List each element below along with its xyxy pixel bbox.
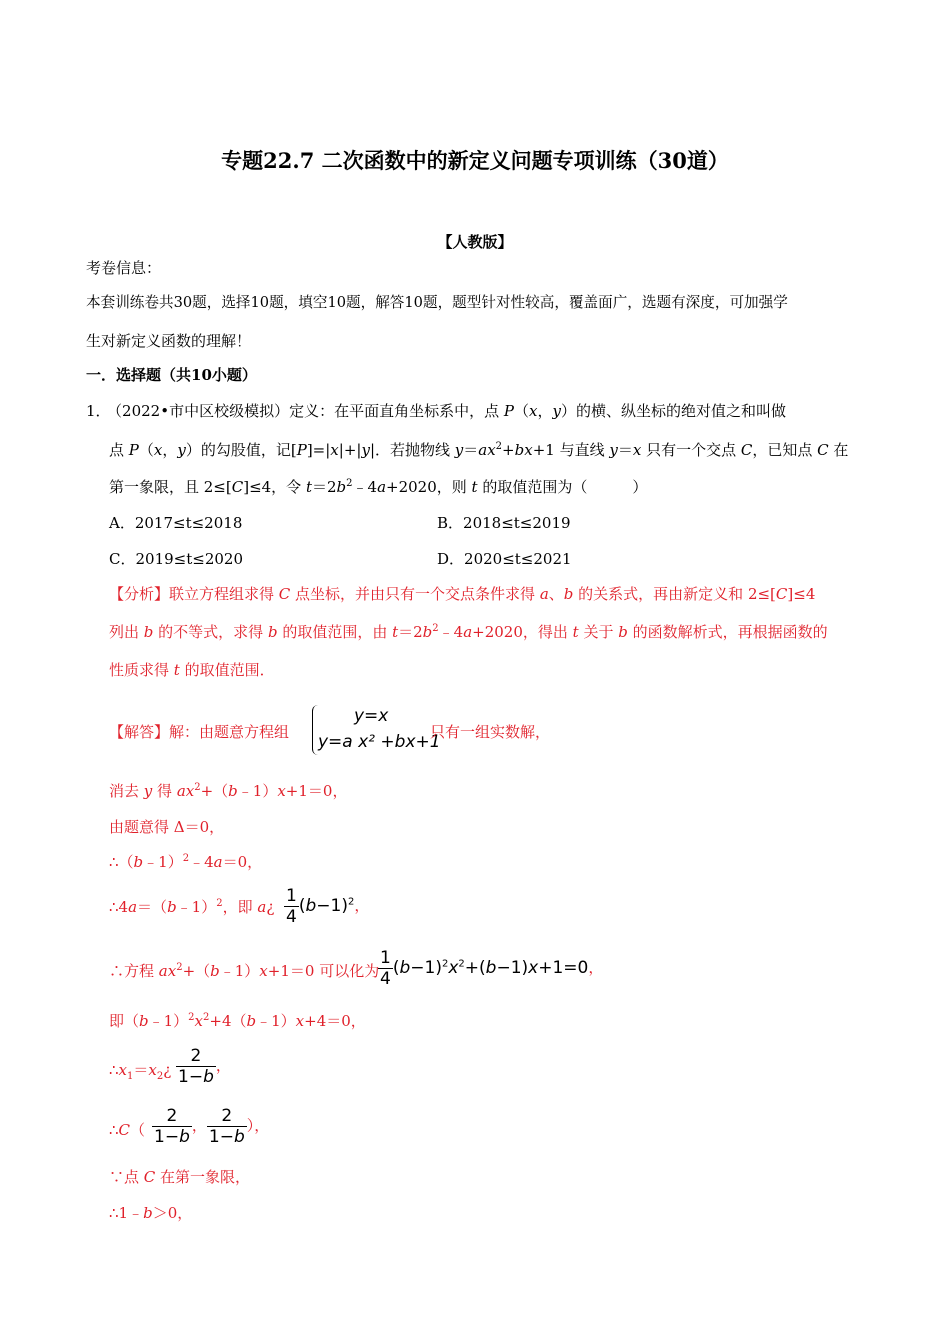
step-5: ∴方程 $ax^2+(b﹣1)x+1=0$ 可以化为 bbox=[109, 962, 380, 980]
exam-info-desc-1: 本套训练卷共30题，选择10题，填空10题，解答10题，题型针对性较高，覆盖面广，选题有深度，可加强学 bbox=[86, 294, 788, 311]
question-number: 1． bbox=[86, 402, 111, 420]
option-d-label: D． bbox=[437, 550, 465, 568]
solution-tag: 【解答】 bbox=[109, 723, 170, 741]
step-7-math: $\frac{2}{1-b}$ ， bbox=[178, 1046, 231, 1087]
step-8-math: $\frac{2}{1-b}$ ， $\frac{2}{1-b}$ ）， bbox=[154, 1106, 270, 1147]
option-b-text: 2018≤t≤2019 bbox=[463, 514, 571, 532]
analysis-line-1: 【分析】联立方程组求得 C 点坐标，并由只有一个交点条件求得 a、b 的关系式，再由新定义和 2≤[C]≤4 bbox=[109, 585, 816, 603]
question-1-text-1: 定义：在平面直角坐标系中，点 P（x，y）的横、纵坐标的绝对值之和叫做 bbox=[289, 402, 786, 420]
exam-info-label: 考卷信息： bbox=[86, 259, 162, 277]
option-c[interactable] bbox=[109, 549, 243, 569]
step-1: 消去 y 得 $ax^2+(b﹣1)x+1=0$， bbox=[109, 782, 348, 800]
step-4-math: $\frac{1}{4}$ $(b-1)^2$， bbox=[286, 886, 370, 927]
edition-label: 【人教版】 bbox=[437, 233, 513, 251]
step-3: ∴（b﹣1）$^2$﹣4a＝0， bbox=[109, 853, 263, 871]
exam-info-desc-2: 生对新定义函数的理解！ bbox=[86, 332, 252, 350]
question-1-line-2: 点 P（x，y）的勾股值，记[P]=|x|+|y|．若抛物线 $y=ax^2+bx+1$ 与直线 y＝x 只有一个交点 C，已知点 C 在 bbox=[109, 441, 849, 459]
fraction-point-y: $\frac{2}{1-b}$ bbox=[208, 1106, 245, 1147]
option-c-label: C． bbox=[109, 550, 136, 568]
option-a[interactable] bbox=[109, 513, 242, 533]
step-10: ∴1﹣b＞0， bbox=[109, 1204, 193, 1222]
option-a-text: 2017≤t≤2018 bbox=[134, 514, 243, 532]
system-equation-2: y=a x² +bx+1 bbox=[318, 732, 441, 752]
step-2: 由题意得 Δ＝0， bbox=[109, 818, 225, 836]
option-b-label: B． bbox=[437, 514, 464, 532]
question-1-line-1 bbox=[86, 401, 786, 421]
option-a-label: A． bbox=[109, 514, 135, 532]
option-c-text: 2019≤t≤2020 bbox=[135, 550, 243, 568]
section-heading: 一．选择题（共10小题） bbox=[86, 366, 257, 384]
step-4: ∴4a＝（b﹣1）$^2$，即 a¿ bbox=[109, 898, 275, 916]
option-d[interactable] bbox=[437, 549, 572, 569]
step-8: ∴C（ bbox=[109, 1121, 146, 1139]
solution-intro-tail: 只有一组实数解， bbox=[430, 723, 551, 741]
fraction-two-over-one-minus-b: $\frac{2}{1-b}$ bbox=[178, 1046, 214, 1087]
step-9: ∵点 C 在第一象限， bbox=[109, 1168, 251, 1186]
option-d-text: 2020≤t≤2021 bbox=[464, 550, 572, 568]
page-title: 专题22.7 二次函数中的新定义问题专项训练（30道） bbox=[221, 148, 729, 173]
step-7: $\therefore x_1=x_2¿$ bbox=[109, 1061, 172, 1082]
system-equation-1: y=x bbox=[354, 706, 389, 726]
solution-intro: 【解答】解：由题意方程组 bbox=[109, 723, 290, 741]
question-1-line-3: 第一象限，且 2≤[C]≤4，令 $t=2b^2﹣4a+2020$，则 t 的取值范围为（ ） bbox=[109, 478, 648, 496]
analysis-line-2: 列出 b 的不等式，求得 b 的取值范围，由 $t=2b^2﹣4a+2020$，得出 t 关于 b 的函数解析式，再根据函数的 bbox=[109, 623, 828, 641]
analysis-line-3: 性质求得 t 的取值范围． bbox=[109, 661, 275, 679]
fraction-point-x: $\frac{2}{1-b}$ bbox=[154, 1106, 190, 1147]
analysis-tag: 【分析】 bbox=[109, 585, 170, 603]
step-5-math: $\frac{1}{4}$ $(b-1)^2x^2+(b-1)x+1=0$， bbox=[380, 948, 604, 989]
fraction-one-quarter: $\frac{1}{4}$ bbox=[286, 886, 297, 927]
fraction-one-quarter-2: $\frac{1}{4}$ bbox=[380, 948, 391, 989]
step-6: 即$(b﹣1)^2x^2+4(b﹣1)x+4=0$， bbox=[109, 1012, 366, 1030]
option-b[interactable] bbox=[437, 513, 571, 533]
question-source: （2022•市中区校级模拟） bbox=[114, 402, 290, 420]
